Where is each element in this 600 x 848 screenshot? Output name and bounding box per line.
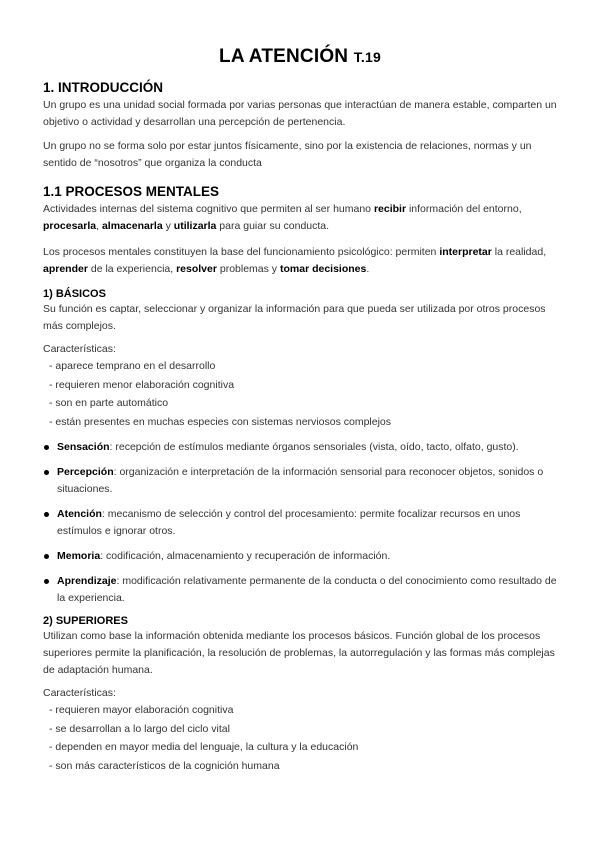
text-run: . [366,263,370,275]
list-item: - requieren mayor elaboración cognitiva [49,701,558,720]
term: Percepción [57,466,114,478]
mental-heading: 1.1 PROCESOS MENTALES [43,184,220,199]
term: Memoria [57,550,101,562]
text-run: Los procesos mentales constituyen la base del funcionamiento psicológico: permiten [43,246,440,258]
intro-paragraph-1: Un grupo es una unidad social formada por varias personas que interactúan de manera estable, comparten un objetivo o actividad y desarrollan una percepción de pertenencia. [43,99,557,128]
document-title [0,46,600,68]
keyword: resolver [176,263,217,275]
keyword: tomar decisiones [279,263,367,275]
list-item: - son en parte automático [49,394,558,413]
list-item [43,573,558,607]
text-run: información del entorno, [406,203,522,215]
definition: : organización e interpretación de la información sensorial para reconocer objetos, sonidos o situaciones. [57,466,544,495]
list-item: - son más característicos de la cognición humana [49,757,558,776]
document-body [43,80,558,783]
title-main: LA ATENCIÓN [219,46,349,67]
superiores-characteristics-list [49,701,558,775]
mental-paragraph-2 [43,244,558,278]
term: Aprendizaje [57,575,117,587]
list-item [43,439,558,456]
list-item: - están presentes en muchas especies con sistemas nerviosos complejos [49,413,558,432]
intro-heading: 1. INTRODUCCIÓN [43,80,164,95]
keyword: almacenarla [101,220,163,232]
mental-paragraph-1 [43,201,558,235]
definition: : mecanismo de selección y control del procesamiento: permite focalizar recursos en unos estímulos e ignorar otros. [57,508,521,537]
definition: : modificación relativamente permanente de la conducta o del conocimiento como resultado de la experiencia. [57,575,557,604]
intro-paragraph-2: Un grupo no se forma solo por estar juntos físicamente, sino por la existencia de relaciones, normas y un sentido de “nosotros” que organiza la conducta [43,140,532,169]
superiores-description: Utilizan como base la información obtenida mediante los procesos básicos. Función global de los procesos superiores permite la planificación, la resolución de problemas, la autorregulación y las formas más complejas de adaptación humana. [43,630,555,676]
text-run: para guiar su conducta. [216,220,330,232]
text-run: la realidad, [491,246,547,258]
list-item [43,548,558,565]
basicos-characteristics-list [49,357,558,431]
list-item [43,464,558,498]
keyword: procesarla [43,220,97,232]
term: Sensación [57,441,110,453]
basic-processes-list [43,439,558,607]
text-run: Actividades internas del sistema cognitivo que permiten al ser humano [43,203,374,215]
list-item: - se desarrollan a lo largo del ciclo vital [49,720,558,739]
basicos-heading: 1) BÁSICOS [43,288,106,300]
list-item [43,506,558,540]
list-item: - dependen en mayor media del lenguaje, la cultura y la educación [49,738,558,757]
keyword: interpretar [439,246,492,258]
list-item: - requieren menor elaboración cognitiva [49,376,558,395]
definition: : codificación, almacenamiento y recuperación de información. [100,550,391,562]
basicos-description: Su función es captar, seleccionar y organizar la información para que pueda ser utilizada por otros procesos más complejos. [43,303,546,332]
text-run: , [96,220,102,232]
superiores-characteristics-label: Características: [43,687,116,699]
definition: : recepción de estímulos mediante órganos sensoriales (vista, oído, tacto, olfato, gusto). [109,441,519,453]
text-run: problemas y [216,263,280,275]
text-run: y [162,220,174,232]
keyword: utilizarla [173,220,217,232]
keyword: aprender [43,263,88,275]
term: Atención [57,508,102,520]
superiores-heading: 2) SUPERIORES [43,615,128,627]
basicos-characteristics-label: Características: [43,343,116,355]
text-run: de la experiencia, [87,263,177,275]
list-item: - aparece temprano en el desarrollo [49,357,558,376]
keyword: recibir [373,203,407,215]
title-topic-number: T.19 [353,49,381,65]
